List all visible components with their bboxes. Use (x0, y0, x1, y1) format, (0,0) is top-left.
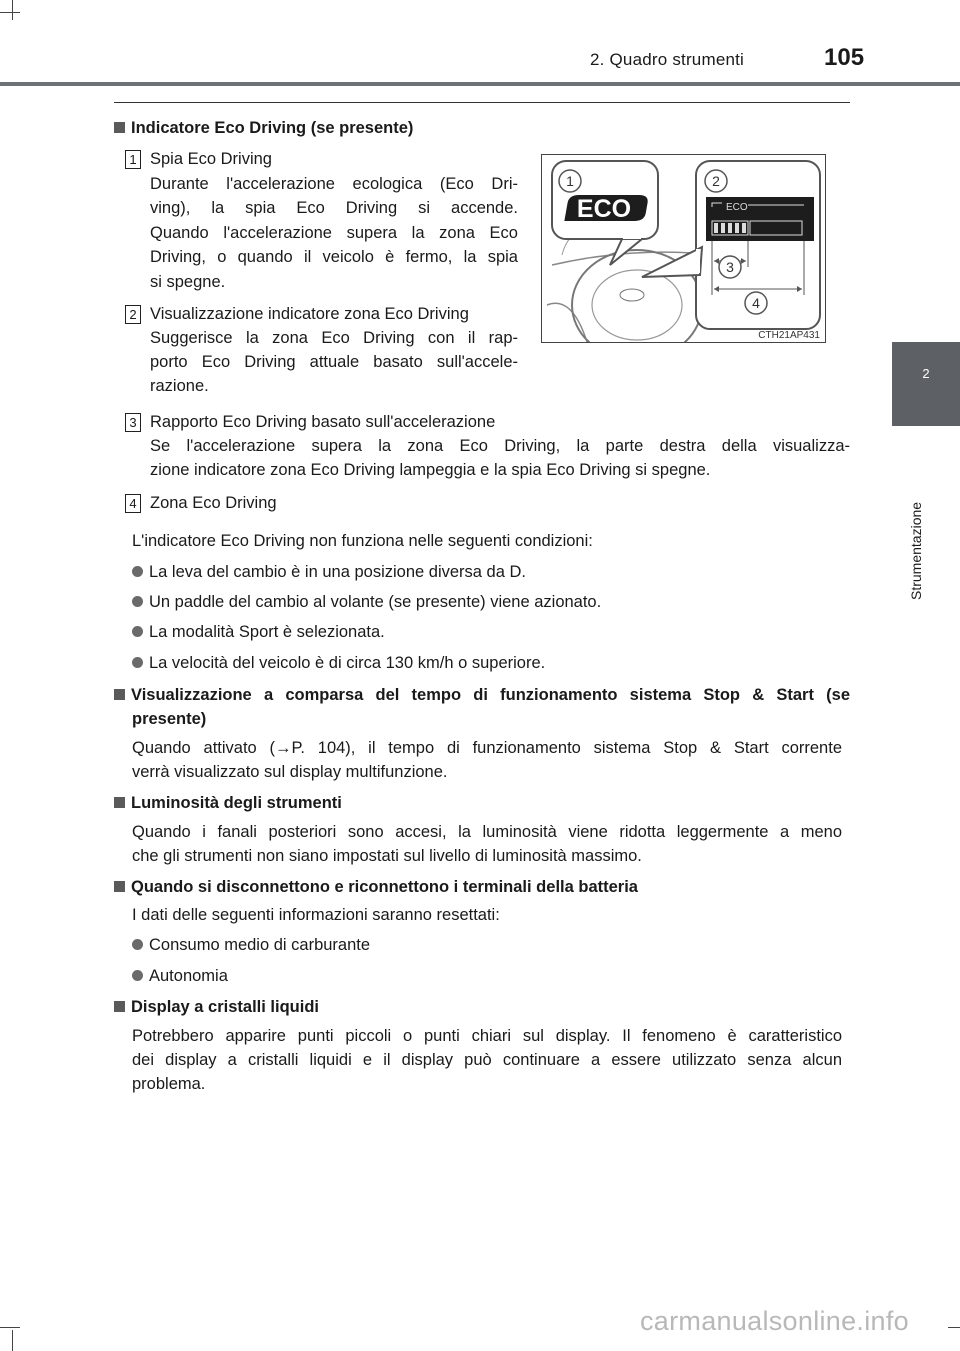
callout-4: 4 (752, 295, 760, 311)
page-number: 105 (824, 44, 865, 71)
note-text: L'indicatore Eco Driving non funziona nelle seguenti condizioni: (132, 532, 593, 550)
bullet-dot-icon (132, 596, 143, 607)
list-item: Consumo medio di carburante (132, 933, 370, 958)
chapter-number: 2 (922, 366, 930, 381)
chapter-tab-line (892, 424, 960, 426)
callout-3: 3 (726, 259, 734, 275)
section-heading: Visualizzazione a comparsa del tempo di funzionamento sistema Stop & Start (se (114, 683, 850, 708)
item-title: Zona Eco Driving (150, 494, 277, 512)
callout-number-3: 3 (125, 413, 141, 432)
body-line: che gli strumenti non siano impostati sul livello di luminosità massimo. (132, 847, 642, 865)
item-line: Durante l'accelerazione ecologica (Eco Dri- (150, 175, 518, 193)
item-title: Visualizzazione indicatore zona Eco Driving (150, 305, 469, 323)
eco-driving-illustration (541, 154, 826, 343)
square-bullet-icon (114, 797, 125, 808)
body-line: Potrebbero apparire punti piccoli o punti chiari sul display. Il fenomeno è caratteristico (132, 1027, 842, 1045)
crop-mark (12, 0, 13, 20)
bullet-dot-icon (132, 626, 143, 637)
section-heading: Luminosità degli strumenti (114, 791, 342, 816)
section-heading: Quando si disconnettono e riconnettono i terminali della batteria (114, 875, 638, 900)
bullet-dot-icon (132, 970, 143, 981)
eco-lamp-label: ECO (576, 195, 632, 223)
square-bullet-icon (114, 881, 125, 892)
chapter-tab (892, 342, 960, 424)
list-item: Autonomia (132, 964, 228, 989)
body-line: I dati delle seguenti informazioni saranno resettati: (132, 906, 500, 924)
item-line: razione. (150, 377, 209, 395)
body-line: problema. (132, 1075, 206, 1093)
list-item: La velocità del veicolo è di circa 130 km/h o superiore. (132, 651, 545, 676)
callout-number-1: 1 (125, 150, 141, 169)
body-line: dei display a cristalli liquidi e il display può continuare a essere utilizzato senza alcun (132, 1051, 842, 1069)
section-heading: Display a cristalli liquidi (114, 995, 319, 1020)
crop-mark (0, 12, 20, 13)
square-bullet-icon (114, 122, 125, 133)
item-line: Se l'accelerazione supera la zona Eco Driving, la parte destra della visualizza- (150, 437, 850, 455)
item-line: ving), la spia Eco Driving si accende. (150, 199, 518, 217)
body-line: Quando attivato (→P. 104), il tempo di funzionamento sistema Stop & Start corrente (132, 739, 842, 757)
eco-driving-diagram (542, 155, 825, 342)
callout-2: 2 (712, 173, 720, 189)
square-bullet-icon (114, 689, 125, 700)
bullet-dot-icon (132, 657, 143, 668)
bullet-dot-icon (132, 939, 143, 950)
chapter-title: Strumentazione (908, 501, 924, 600)
item-line: Quando l'accelerazione supera la zona Eco (150, 224, 518, 242)
crop-mark (948, 1327, 960, 1328)
square-bullet-icon (114, 1001, 125, 1012)
body-line: Quando i fanali posteriori sono accesi, la luminosità viene ridotta leggermente a meno (132, 823, 842, 841)
section-heading-line: presente) (132, 710, 207, 728)
bullet-dot-icon (132, 566, 143, 577)
figure-code: CTH21AP431 (758, 330, 820, 341)
list-item: Un paddle del cambio al volante (se presente) viene azionato. (132, 590, 601, 615)
item-line: zione indicatore zona Eco Driving lampeggia e la spia Eco Driving si spegne. (150, 461, 711, 479)
crop-mark (0, 1327, 20, 1328)
section-title: 2. Quadro strumenti (590, 50, 745, 69)
callout-1: 1 (566, 173, 574, 189)
item-title: Rapporto Eco Driving basato sull'accelerazione (150, 413, 496, 431)
item-line: Driving, o quando il veicolo è fermo, la spia (150, 248, 518, 266)
watermark: carmanualsonline.info (640, 1306, 909, 1336)
eco-zone-label: ECO (726, 202, 748, 213)
header-rule (0, 82, 960, 86)
item-line: Suggerisce la zona Eco Driving con il rap- (150, 329, 518, 347)
list-item: La leva del cambio è in una posizione diversa da D. (132, 560, 526, 585)
content-rule (114, 102, 850, 103)
callout-number-4: 4 (125, 494, 141, 513)
body-line: verrà visualizzato sul display multifunzione. (132, 763, 448, 781)
item-line: porto Eco Driving attuale basato sull'accele- (150, 353, 518, 371)
crop-mark (12, 1330, 13, 1351)
callout-number-2: 2 (125, 305, 141, 324)
section-heading: Indicatore Eco Driving (se presente) (114, 116, 413, 141)
item-line: si spegne. (150, 273, 226, 291)
item-title: Spia Eco Driving (150, 150, 272, 168)
list-item: La modalità Sport è selezionata. (132, 620, 385, 645)
